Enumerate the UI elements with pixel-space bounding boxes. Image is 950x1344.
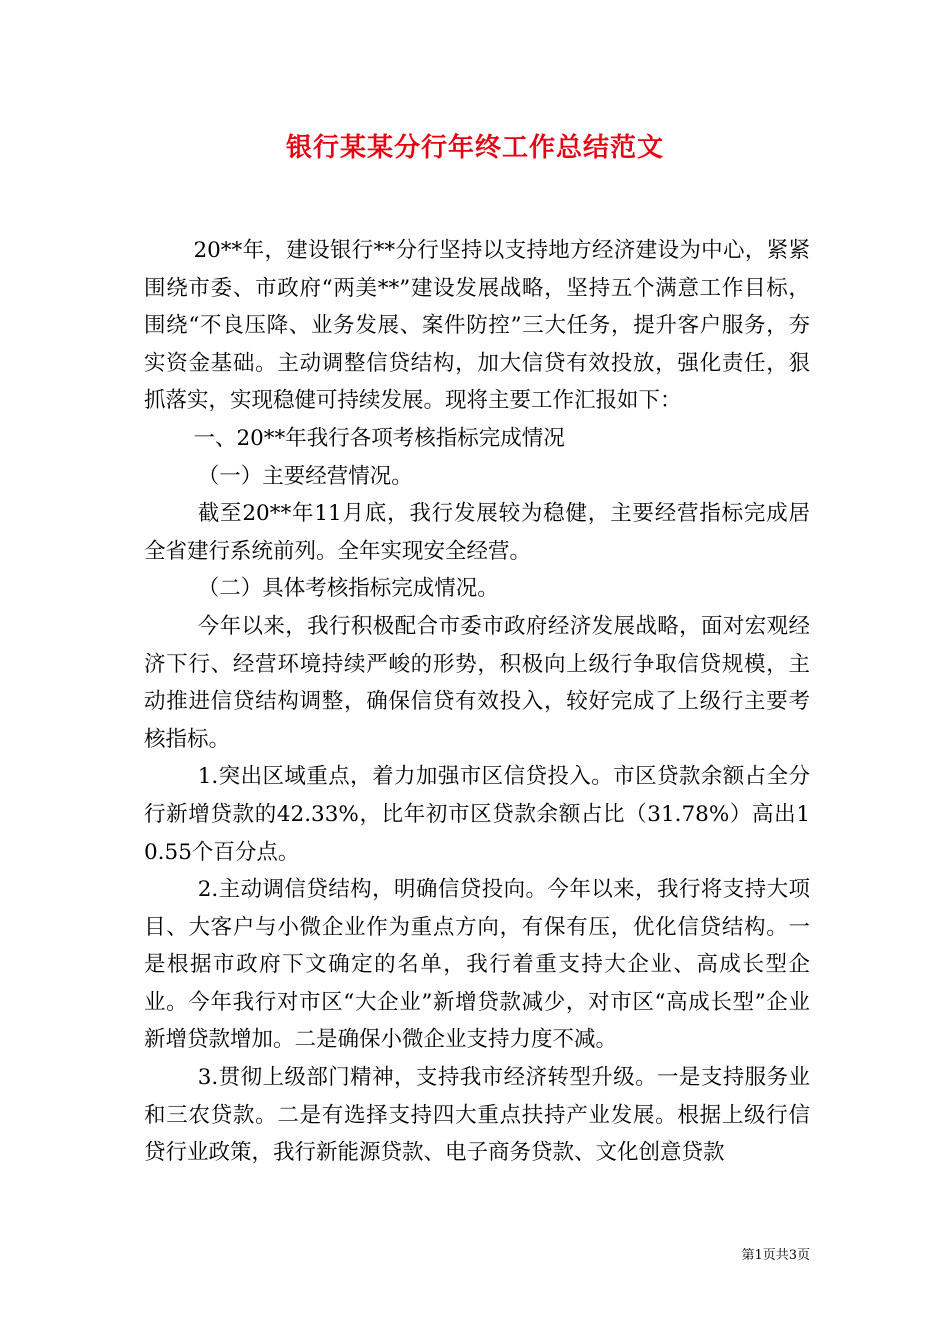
paragraph-operations: 截至20**年11月底，我行发展较为稳健，主要经营指标完成居全省建行系统前列。全年实现安全经营。 <box>144 501 810 564</box>
document-title: 银行某某分行年终工作总结范文 <box>285 133 664 163</box>
paragraph-indicators: 今年以来，我行积极配合市委市政府经济发展战略，面对宏观经济下行、经营环境持续严峻的形势，积极向上级行争取信贷规模，主动推进信贷结构调整，确保信贷有效投入，较好完成了上级行主要考核指标。 <box>144 613 810 752</box>
paragraph-point-3: 3.贯彻上级部门精神，支持我市经济转型升级。一是支持服务业和三农贷款。二是有选择支持四大重点扶持产业发展。根据上级行信贷行业政策，我行新能源贷款、电子商务贷款、文化创意贷款 <box>144 1065 810 1166</box>
paragraph-point-1: 1.突出区域重点，着力加强市区信贷投入。市区贷款余额占全分行新增贷款的42.33%，比年初市区贷款余额占比（31.78%）高出10.55个百分点。 <box>144 764 810 865</box>
heading-subsection-1: （一）主要经营情况。 <box>197 463 413 489</box>
heading-section-1: 一、20**年我行各项考核指标完成情况 <box>193 425 565 451</box>
paragraph-intro: 20**年，建设银行**分行坚持以支持地方经济建设为中心，紧紧围绕市委、市政府“两美**”建设发展战略，坚持五个满意工作目标，围绕“不良压降、业务发展、案件防控”三大任务，提升客户服务，夯实资金基础。主动调整信贷结构，加大信贷有效投放，强化责任，狠抓落实，实现稳健可持续发展。现将主要工作汇报如下： <box>144 238 810 414</box>
page-number: 第1页共3页 <box>741 1248 810 1263</box>
heading-subsection-2: （二）具体考核指标完成情况。 <box>197 576 499 602</box>
paragraph-point-2: 2.主动调信贷结构，明确信贷投向。今年以来，我行将支持大项目、大客户与小微企业作为重点方向，有保有压，优化信贷结构。一是根据市政府下文确定的名单，我行着重支持大企业、高成长型企业。今年我行对市区“大企业”新增贷款减少，对市区“高成长型”企业新增贷款增加。二是确保小微企业支持力度不减。 <box>144 877 810 1053</box>
document-body <box>144 232 810 1172</box>
